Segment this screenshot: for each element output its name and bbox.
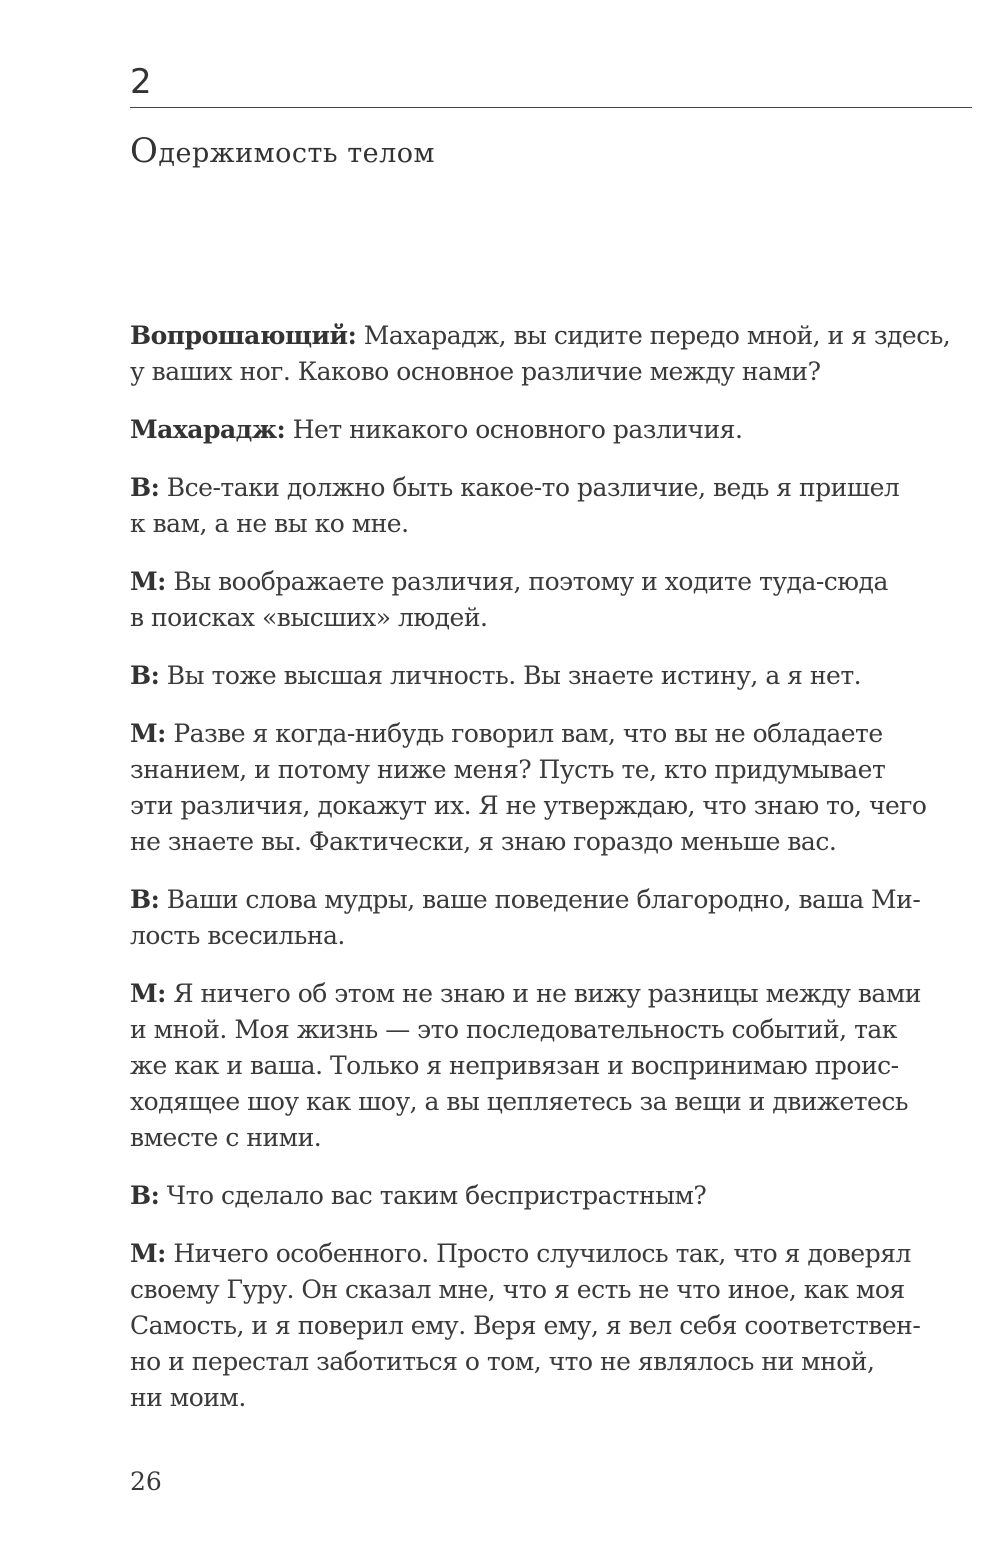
paragraph-line: Разве я когда-нибудь говорил вам, что вы не обладаете: [165, 719, 883, 748]
paragraph-line: Все-таки должно быть какое-то различие, ведь я пришел: [159, 473, 900, 502]
paragraph-line: Я ничего об этом не знаю и не вижу разницы между вами: [165, 979, 921, 1008]
dialogue-paragraph: [130, 1236, 980, 1416]
paragraph-line: к вам, а не вы ко мне.: [130, 509, 409, 538]
paragraph-line: не знаете вы. Фактически, я знаю гораздо меньше вас.: [130, 827, 837, 856]
speaker-label: Махарадж:: [130, 415, 286, 444]
page-number: 26: [130, 1467, 162, 1496]
paragraph-line: лость всесильна.: [130, 921, 345, 950]
paragraph-line: Нет никакого основного различия.: [285, 415, 743, 444]
paragraph-line: Ваши слова мудры, ваше поведение благородно, ваша Ми-: [159, 885, 921, 914]
speaker-label: В:: [130, 473, 160, 502]
chapter-divider: [130, 107, 972, 108]
paragraph-line: Вы воображаете различия, поэтому и ходите туда-сюда: [165, 567, 888, 596]
paragraph-line: ни моим.: [130, 1383, 246, 1412]
dialogue-paragraph: [130, 318, 980, 390]
dialogue-paragraph: [130, 1178, 980, 1214]
paragraph-line: своему Гуру. Он сказал мне, что я есть не что иное, как моя: [130, 1275, 905, 1304]
paragraph-line: Ничего особенного. Просто случилось так, что я доверял: [165, 1239, 911, 1268]
dialogue-paragraph: [130, 716, 980, 860]
paragraph-line: Самость, и я поверил ему. Веря ему, я вел себя соответствен-: [130, 1311, 921, 1340]
speaker-label: В:: [130, 661, 160, 690]
paragraph-line: ходящее шоу как шоу, а вы цепляетесь за вещи и движетесь: [130, 1087, 908, 1116]
chapter-title-initial: О: [130, 131, 159, 171]
chapter-title-rest: держимость телом: [158, 138, 436, 169]
paragraph-line: Махарадж, вы сидите передо мной, и я здесь,: [356, 321, 951, 350]
paragraph-line: Вы тоже высшая личность. Вы знаете истину, а я нет.: [159, 661, 862, 690]
paragraph-line: у ваших ног. Каково основное различие между нами?: [130, 357, 821, 386]
paragraph-line: в поисках «высших» людей.: [130, 603, 488, 632]
chapter-number: 2: [130, 62, 152, 102]
dialogue-paragraph: [130, 470, 980, 542]
speaker-label: Вопрошающий:: [130, 321, 357, 350]
dialogue-body: [130, 318, 980, 1438]
paragraph-line: и мной. Моя жизнь — это последовательность событий, так: [130, 1015, 897, 1044]
speaker-label: М:: [130, 719, 166, 748]
paragraph-line: эти различия, докажут их. Я не утверждаю, что знаю то, чего: [130, 791, 927, 820]
paragraph-line: вместе с ними.: [130, 1123, 322, 1152]
speaker-label: М:: [130, 979, 166, 1008]
dialogue-paragraph: [130, 658, 980, 694]
dialogue-paragraph: [130, 564, 980, 636]
paragraph-line: но и перестал заботиться о том, что не являлось ни мной,: [130, 1347, 875, 1376]
paragraph-line: же как и ваша. Только я непривязан и воспринимаю проис-: [130, 1051, 899, 1080]
dialogue-paragraph: [130, 882, 980, 954]
speaker-label: М:: [130, 1239, 166, 1268]
dialogue-paragraph: [130, 976, 980, 1156]
speaker-label: В:: [130, 1181, 160, 1210]
speaker-label: В:: [130, 885, 160, 914]
chapter-title: [130, 130, 435, 175]
paragraph-line: знанием, и потому ниже меня? Пусть те, кто придумывает: [130, 755, 886, 784]
speaker-label: М:: [130, 567, 166, 596]
paragraph-line: Что сделало вас таким беспристрастным?: [159, 1181, 707, 1210]
dialogue-paragraph: [130, 412, 980, 448]
